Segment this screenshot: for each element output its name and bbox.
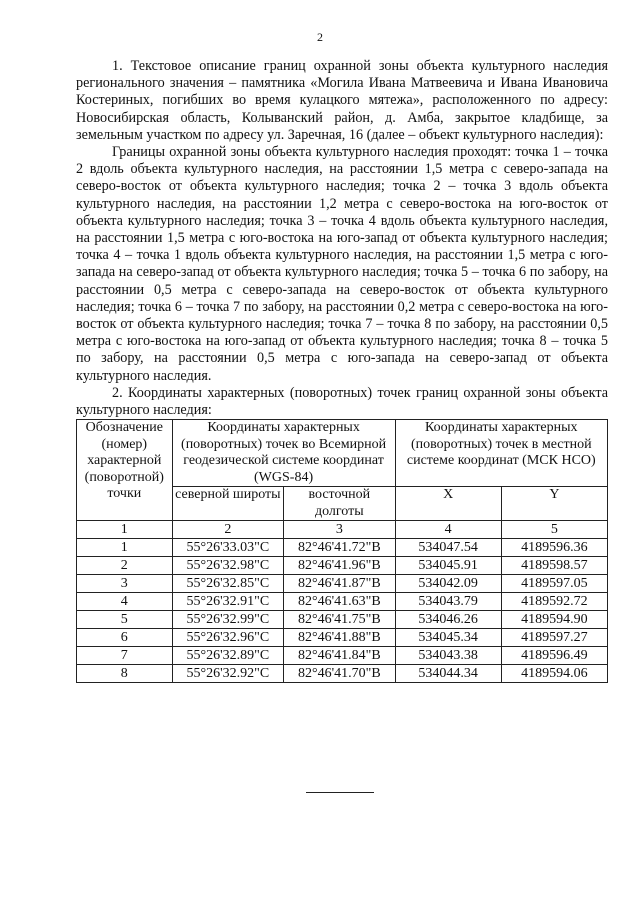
latitude: 55°26'32.89"С <box>172 647 284 665</box>
subheader-north: северной широты <box>172 487 284 521</box>
point-number: 6 <box>77 629 173 647</box>
table-row <box>77 611 608 629</box>
longitude: 82°46'41.84"В <box>284 647 396 665</box>
latitude: 55°26'32.96"С <box>172 629 284 647</box>
paragraph-coordinates-intro: 2. Координаты характерных (поворотных) точек границ охранной зоны объекта культурного наследия: <box>76 384 608 419</box>
coord-x: 534046.26 <box>395 611 501 629</box>
longitude: 82°46'41.72"В <box>284 539 396 557</box>
column-number: 1 <box>77 521 173 539</box>
coord-x: 534045.34 <box>395 629 501 647</box>
table-header-row <box>77 420 608 487</box>
coord-y: 4189594.06 <box>501 665 607 683</box>
table-row <box>77 665 608 683</box>
subheader-x: X <box>395 487 501 521</box>
table-row <box>77 629 608 647</box>
latitude: 55°26'32.91"С <box>172 593 284 611</box>
document-body <box>76 58 608 683</box>
paragraph-boundaries: Границы охранной зоны объекта культурного наследия проходят: точка 1 – точка 2 вдоль объекта культурного наследия, на расстоянии 1,5 метра с северо-запада на северо-восток от объекта культурного наследия; точка 2 – точка 3 вдоль объекта культурного наследия, на расстоянии 1,2 метра с северо-востока на юго-восток от объекта культурного наследия; точка 3 – точка 4 вдоль объекта культурного наследия, на расстоянии 1,5 метра с юго-востока на юго-запад от объекта культурного наследия; точка 4 – точка 1 вдоль объекта культурного наследия, на расстоянии 1,5 метра с юго-запада на северо-запад от объекта культурного наследия; точка 5 – точка 6 по забору, на расстоянии 0,5 метра с северо-запада на северо-восток от объекта культурного наследия; точка 6 – точка 7 по забору, на расстоянии 0,2 метра с северо-востока на юго-восток от объекта культурного наследия; точка 7 – точка 8 по забору, на расстоянии 0,5 метра с юго-востока на юго-запад от объекта культурного наследия; точка 8 – точка 5 по забору, на расстоянии 0,5 метра с юго-запада на северо-запад от объекта культурного наследия. <box>76 144 608 384</box>
point-number: 4 <box>77 593 173 611</box>
longitude: 82°46'41.75"В <box>284 611 396 629</box>
coord-x: 534047.54 <box>395 539 501 557</box>
coord-y: 4189596.36 <box>501 539 607 557</box>
coord-x: 534045.91 <box>395 557 501 575</box>
coord-x: 534044.34 <box>395 665 501 683</box>
point-number: 3 <box>77 575 173 593</box>
table-row <box>77 539 608 557</box>
header-msk: Координаты характерных (поворотных) точек в местной системе координат (МСК НСО) <box>395 420 607 487</box>
latitude: 55°26'32.99"С <box>172 611 284 629</box>
latitude: 55°26'32.85"С <box>172 575 284 593</box>
footer-divider <box>306 792 374 793</box>
column-number: 5 <box>501 521 607 539</box>
table-row <box>77 575 608 593</box>
coord-y: 4189596.49 <box>501 647 607 665</box>
point-number: 5 <box>77 611 173 629</box>
latitude: 55°26'33.03"С <box>172 539 284 557</box>
point-number: 2 <box>77 557 173 575</box>
point-number: 1 <box>77 539 173 557</box>
column-number: 4 <box>395 521 501 539</box>
coord-x: 534043.38 <box>395 647 501 665</box>
table-row <box>77 557 608 575</box>
column-number: 3 <box>284 521 396 539</box>
column-number: 2 <box>172 521 284 539</box>
paragraph-description: 1. Текстовое описание границ охранной зоны объекта культурного наследия регионального значения – памятника «Могила Ивана Матвеевича и Ивана Ивановича Костериных, погибших во время кулацкого мятежа», расположенного по адресу: Новосибирская область, Колыванский район, д. Амба, закрытое кладбище, за земельным участком по адресу ул. Заречная, 16 (далее – объект культурного наследия): <box>76 58 608 143</box>
point-number: 8 <box>77 665 173 683</box>
coord-y: 4189592.72 <box>501 593 607 611</box>
longitude: 82°46'41.96"В <box>284 557 396 575</box>
longitude: 82°46'41.87"В <box>284 575 396 593</box>
table-row <box>77 647 608 665</box>
coord-y: 4189598.57 <box>501 557 607 575</box>
table-row <box>77 593 608 611</box>
subheader-east: восточной долготы <box>284 487 396 521</box>
latitude: 55°26'32.92"С <box>172 665 284 683</box>
header-wgs: Координаты характерных (поворотных) точек во Всемирной геодезической системе координат (WGS-84) <box>172 420 395 487</box>
coord-x: 534043.79 <box>395 593 501 611</box>
longitude: 82°46'41.88"В <box>284 629 396 647</box>
header-point: Обозначение (номер) характерной (поворотной) точки <box>77 420 173 521</box>
subheader-y: Y <box>501 487 607 521</box>
coord-x: 534042.09 <box>395 575 501 593</box>
latitude: 55°26'32.98"С <box>172 557 284 575</box>
point-number: 7 <box>77 647 173 665</box>
coordinates-table <box>76 419 608 683</box>
coord-y: 4189597.27 <box>501 629 607 647</box>
coord-y: 4189594.90 <box>501 611 607 629</box>
page-number: 2 <box>317 30 323 44</box>
coord-y: 4189597.05 <box>501 575 607 593</box>
column-number-row <box>77 521 608 539</box>
longitude: 82°46'41.63"В <box>284 593 396 611</box>
longitude: 82°46'41.70"В <box>284 665 396 683</box>
